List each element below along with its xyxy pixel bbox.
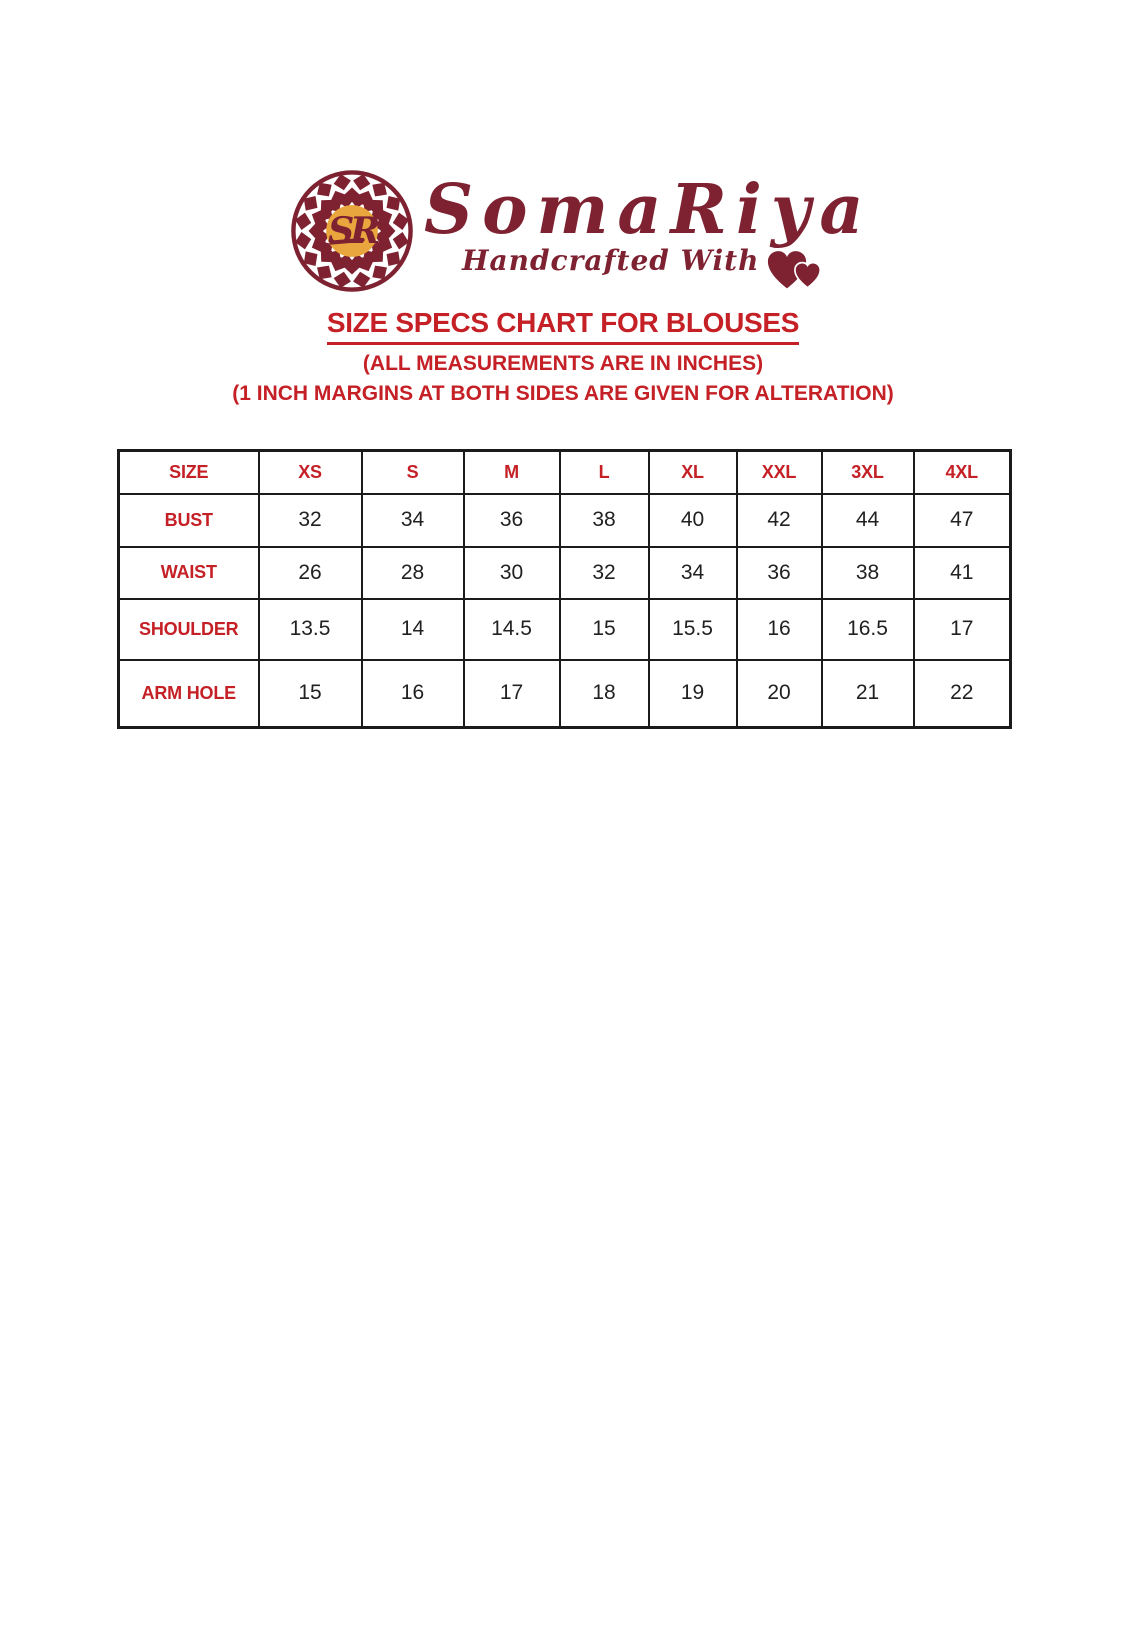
subtitle-measurements: (ALL MEASUREMENTS ARE IN INCHES)	[362, 352, 764, 375]
subtitle-margins: (1 INCH MARGINS AT BOTH SIDES ARE GIVEN FOR ALTERATION)	[232, 382, 894, 405]
cell-value: 17	[464, 660, 560, 728]
row-label-bust: BUST	[119, 494, 259, 547]
brand-logo-icon	[287, 168, 417, 294]
row-label-armhole: ARM HOLE	[119, 660, 259, 728]
column-header-l: L	[560, 451, 649, 494]
cell-value: 15	[560, 599, 649, 660]
column-header-s: S	[362, 451, 464, 494]
page-title: SIZE SPECS CHART FOR BLOUSES	[117, 307, 1009, 345]
cell-value: 19	[649, 660, 737, 728]
brand-name: SomaRiya	[424, 170, 873, 250]
sr-monogram: SR	[328, 208, 376, 252]
cell-value: 16.5	[822, 599, 914, 660]
brand-tagline-row	[462, 244, 827, 294]
table-row-shoulder	[119, 599, 1011, 660]
cell-value: 14.5	[464, 599, 560, 660]
cell-value: 13.5	[259, 599, 362, 660]
brand-tagline: Handcrafted With	[462, 244, 760, 277]
column-header-xl: XL	[649, 451, 737, 494]
cell-value: 36	[464, 494, 560, 547]
cell-value: 34	[362, 494, 464, 547]
cell-value: 38	[822, 547, 914, 599]
cell-value: 28	[362, 547, 464, 599]
cell-value: 30	[464, 547, 560, 599]
cell-value: 40	[649, 494, 737, 547]
two-hearts-icon	[767, 250, 827, 294]
column-header-m: M	[464, 451, 560, 494]
cell-value: 17	[914, 599, 1011, 660]
cell-value: 47	[914, 494, 1011, 547]
column-header-xxl: XXL	[737, 451, 822, 494]
column-header-3xl: 3XL	[822, 451, 914, 494]
cell-value: 42	[737, 494, 822, 547]
table-header-row	[119, 451, 1011, 494]
cell-value: 34	[649, 547, 737, 599]
cell-value: 16	[737, 599, 822, 660]
size-spec-table	[117, 449, 1012, 729]
cell-value: 26	[259, 547, 362, 599]
row-label-shoulder: SHOULDER	[119, 599, 259, 660]
checkered-circle-icon	[287, 168, 417, 294]
cell-value: 18	[560, 660, 649, 728]
cell-value: 38	[560, 494, 649, 547]
row-label-waist: WAIST	[119, 547, 259, 599]
cell-value: 41	[914, 547, 1011, 599]
cell-value: 15.5	[649, 599, 737, 660]
cell-value: 21	[822, 660, 914, 728]
column-header-4xl: 4XL	[914, 451, 1011, 494]
cell-value: 15	[259, 660, 362, 728]
cell-value: 32	[259, 494, 362, 547]
cell-value: 44	[822, 494, 914, 547]
column-header-xs: XS	[259, 451, 362, 494]
cell-value: 32	[560, 547, 649, 599]
table-row-armhole	[119, 660, 1011, 728]
cell-value: 20	[737, 660, 822, 728]
cell-value: 22	[914, 660, 1011, 728]
cell-value: 36	[737, 547, 822, 599]
table-row-bust	[119, 494, 1011, 547]
table-row-waist	[119, 547, 1011, 599]
cell-value: 16	[362, 660, 464, 728]
cell-value: 14	[362, 599, 464, 660]
column-header-size: SIZE	[119, 451, 259, 494]
